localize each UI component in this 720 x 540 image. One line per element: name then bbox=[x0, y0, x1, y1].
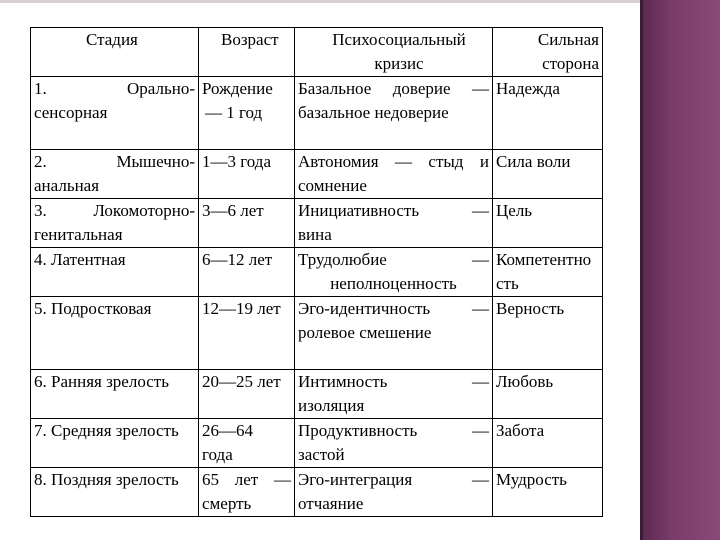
crisis-line1: Инициативность — bbox=[298, 201, 489, 220]
stage-line2: генитальная bbox=[34, 225, 123, 244]
cell-strength bbox=[493, 248, 603, 297]
age-line1: 20—25 лет bbox=[202, 372, 281, 391]
cell-age bbox=[199, 468, 295, 517]
cell-crisis bbox=[295, 77, 493, 150]
erikson-stages-table bbox=[30, 27, 603, 517]
cell-crisis bbox=[295, 419, 493, 468]
age-line1: 65 лет — bbox=[202, 470, 291, 489]
crisis-line2: базальное недоверие bbox=[298, 103, 449, 122]
table-header-row bbox=[31, 28, 603, 77]
cell-crisis bbox=[295, 370, 493, 419]
cell-stage bbox=[31, 468, 199, 517]
cell-age bbox=[199, 150, 295, 199]
cell-age bbox=[199, 248, 295, 297]
crisis-line1: Трудолюбие — bbox=[298, 250, 489, 269]
crisis-line2: неполноценность bbox=[330, 274, 457, 293]
stage-line1: 8. Поздняя зрелость bbox=[34, 470, 179, 489]
cell-crisis bbox=[295, 468, 493, 517]
table-row bbox=[31, 77, 603, 150]
strength-text: Забота bbox=[496, 421, 545, 440]
cell-strength bbox=[493, 199, 603, 248]
header-stage bbox=[31, 28, 199, 77]
stage-line1: 4. Латентная bbox=[34, 250, 126, 269]
cell-crisis bbox=[295, 150, 493, 199]
strength-text: Надежда bbox=[496, 79, 560, 98]
age-line1: 1—3 года bbox=[202, 152, 272, 171]
strength-text: Мудрость bbox=[496, 470, 567, 489]
header-crisis-line2: кризис bbox=[374, 54, 424, 73]
stage-line1: 3. Локомоторно- bbox=[34, 201, 195, 220]
cell-age bbox=[199, 297, 295, 370]
crisis-line2: сомнение bbox=[298, 176, 367, 195]
page-top-border bbox=[0, 0, 640, 3]
cell-stage bbox=[31, 77, 199, 150]
stage-line2: сенсорная bbox=[34, 103, 108, 122]
crisis-line2: изоляция bbox=[298, 396, 365, 415]
cell-crisis bbox=[295, 297, 493, 370]
strength-text: Верность bbox=[496, 299, 565, 318]
strength-text: Любовь bbox=[496, 372, 554, 391]
age-line1: Рождение bbox=[202, 79, 273, 98]
crisis-line2: застой bbox=[298, 445, 345, 464]
cell-stage bbox=[31, 370, 199, 419]
header-age bbox=[199, 28, 295, 77]
table-row bbox=[31, 370, 603, 419]
header-crisis-line1: Психосоциальный bbox=[332, 30, 466, 49]
crisis-line1: Эго-интеграция — bbox=[298, 470, 489, 489]
strength-line2: сть bbox=[496, 274, 519, 293]
table-row bbox=[31, 297, 603, 370]
table-row bbox=[31, 150, 603, 199]
age-line1: 12—19 лет bbox=[202, 299, 281, 318]
header-age-text: Возраст bbox=[221, 30, 279, 49]
age-line2: смерть bbox=[202, 494, 252, 513]
cell-age bbox=[199, 199, 295, 248]
crisis-line1: Базальное доверие — bbox=[298, 79, 489, 98]
header-strength-line2: сторона bbox=[542, 54, 599, 73]
cell-strength bbox=[493, 468, 603, 517]
stage-line1: 5. Подростковая bbox=[34, 299, 152, 318]
crisis-line1: Автономия — стыд и bbox=[298, 152, 489, 171]
stage-line2: анальная bbox=[34, 176, 100, 195]
cell-stage bbox=[31, 199, 199, 248]
crisis-line2: вина bbox=[298, 225, 332, 244]
strength-line1: Компетентно bbox=[496, 250, 592, 269]
cell-strength bbox=[493, 419, 603, 468]
age-line2: года bbox=[202, 445, 233, 464]
crisis-line2: ролевое смешение bbox=[298, 323, 432, 342]
stage-line1: 2. Мышечно- bbox=[34, 152, 195, 171]
table-row bbox=[31, 248, 603, 297]
crisis-line2: отчаяние bbox=[298, 494, 364, 513]
cell-crisis bbox=[295, 199, 493, 248]
stage-line1: 1. Орально- bbox=[34, 79, 195, 98]
cell-crisis bbox=[295, 248, 493, 297]
stage-line1: 6. Ранняя зрелость bbox=[34, 372, 169, 391]
cell-stage bbox=[31, 297, 199, 370]
cell-stage bbox=[31, 150, 199, 199]
cell-age bbox=[199, 77, 295, 150]
age-line1: 6—12 лет bbox=[202, 250, 273, 269]
crisis-line1: Эго-идентичность — bbox=[298, 299, 489, 318]
header-strength-line1: Сильная bbox=[537, 30, 599, 49]
cell-strength bbox=[493, 297, 603, 370]
age-line2: — 1 год bbox=[205, 103, 263, 122]
cell-stage bbox=[31, 419, 199, 468]
age-line1: 26—64 bbox=[202, 421, 253, 440]
strength-text: Цель bbox=[496, 201, 533, 220]
crisis-line1: Продуктивность — bbox=[298, 421, 489, 440]
table-row bbox=[31, 468, 603, 517]
cell-strength bbox=[493, 77, 603, 150]
cell-age bbox=[199, 370, 295, 419]
age-line1: 3—6 лет bbox=[202, 201, 264, 220]
table-row bbox=[31, 419, 603, 468]
stage-line1: 7. Средняя зрелость bbox=[34, 421, 179, 440]
slide-side-band bbox=[643, 0, 720, 540]
strength-text: Сила воли bbox=[496, 152, 571, 171]
cell-stage bbox=[31, 248, 199, 297]
cell-strength bbox=[493, 150, 603, 199]
header-strength bbox=[493, 28, 603, 77]
header-crisis bbox=[295, 28, 493, 77]
crisis-line1: Интимность — bbox=[298, 372, 489, 391]
cell-age bbox=[199, 419, 295, 468]
header-stage-text: Стадия bbox=[86, 30, 138, 49]
table-row bbox=[31, 199, 603, 248]
cell-strength bbox=[493, 370, 603, 419]
